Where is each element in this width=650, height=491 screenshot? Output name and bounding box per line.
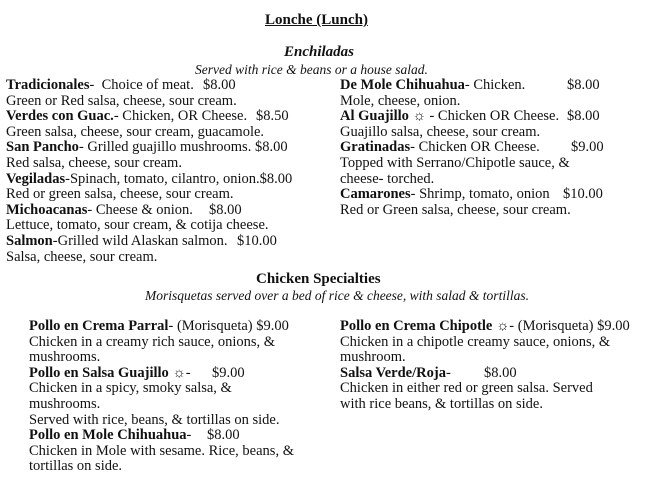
menu-item-text: Chicken OR Cheese.: [414, 139, 540, 156]
menu-item-desc: Chicken in Mole with sesame. Rice, beans, &: [29, 442, 294, 459]
menu-item-price: $10.00: [563, 186, 603, 203]
menu-item-price: $8.50: [256, 108, 289, 125]
menu-item-price: $8.00: [209, 201, 242, 218]
menu-item-name: Salsa Verde/Roja: [340, 364, 446, 381]
chicken-right-column: [340, 319, 645, 413]
separator: -: [410, 139, 415, 156]
menu-item-pollo-en-mole-chihuahua: [29, 428, 329, 444]
menu-item-name: Tradicionales: [6, 77, 90, 93]
menu-item-name: Al Guajillo: [340, 108, 409, 125]
menu-item-desc: tortillas on side.: [29, 458, 123, 475]
menu-item-text: Grilled guajillo mushrooms.: [83, 139, 252, 156]
menu-item-name: Camarones: [340, 186, 411, 203]
menu-item-name: De Mole Chihuahua: [340, 77, 465, 93]
menu-item-price: $10.00: [237, 232, 277, 249]
menu-item-salmon: [6, 234, 326, 250]
enchiladas-heading: Enchiladas: [284, 44, 355, 60]
menu-item-name: Michoacanas: [6, 201, 88, 218]
chicken-specialties-subtitle: Morisquetas served over a bed of rice & cheese, with salad & tortillas.: [145, 288, 529, 303]
menu-item-name: Pollo en Salsa Guajillo: [29, 364, 169, 381]
menu-item-desc: Green salsa, cheese, sour cream, guacamole.: [6, 123, 265, 140]
separator: -: [113, 108, 119, 125]
menu-item-desc: Green or Red salsa, cheese, sour cream.: [6, 92, 237, 109]
menu-item-name: Vegiladas: [6, 170, 66, 187]
separator: -: [509, 318, 515, 334]
menu-item-price: $8.00: [255, 139, 288, 156]
separator: -: [78, 139, 84, 156]
menu-item-text: Chicken.: [469, 77, 526, 93]
menu-item-desc: Salsa, cheese, sour cream.: [6, 248, 158, 265]
menu-item-desc: Topped with Serrano/Chipotle sauce, &: [340, 154, 570, 171]
menu-item-text: Cheese & onion.: [92, 201, 193, 218]
menu-item-desc: mushrooms.: [29, 349, 101, 366]
menu-item-desc: Served with rice, beans, & tortillas on side.: [29, 411, 280, 428]
menu-item-name: San Pancho: [6, 139, 79, 156]
menu-item-desc: cheese- torched.: [340, 170, 435, 187]
menu-item-text: (Morisqueta): [514, 318, 594, 334]
menu-item-name: Pollo en Crema Parral: [29, 318, 169, 334]
separator: -: [52, 232, 58, 249]
enchiladas-subtitle: Served with rice & beans or a house salad.: [195, 62, 428, 77]
spicy-sun-icon: ☼: [168, 364, 186, 381]
menu-item-pollo-en-crema-chipotle: [340, 319, 645, 335]
menu-item-price: $8.00: [207, 427, 240, 444]
menu-item-price: $8.00: [259, 170, 293, 187]
menu-item-name: Gratinadas: [340, 139, 411, 156]
menu-item-al-guajillo: [340, 109, 645, 125]
menu-item-text: Choice of meat.: [94, 77, 194, 93]
separator: -: [87, 201, 93, 218]
menu-item-text: Chicken OR Cheese.: [434, 108, 560, 125]
menu-item-desc: Mole, cheese, onion.: [340, 92, 461, 109]
menu-item-michoacanas: [6, 203, 326, 219]
menu-item-tradicionales: [6, 78, 326, 94]
menu-item-pollo-en-salsa-guajillo: [29, 366, 329, 382]
menu-item-text: Grilled wild Alaskan salmon.: [57, 232, 228, 249]
separator: -: [445, 364, 451, 381]
menu-item-desc: mushroom.: [340, 349, 406, 366]
menu-item-text: Spinach, tomato, cilantro, onion.: [69, 170, 260, 187]
menu-item-price: $8.00: [567, 77, 600, 93]
menu-item-desc: Chicken in a chipotle creamy sauce, onions, &: [340, 333, 611, 350]
separator: -: [89, 77, 95, 93]
menu-item-camarones: [340, 187, 645, 203]
menu-item-price: $8.00: [484, 364, 517, 381]
menu-item-desc: Red or Green salsa, cheese, sour cream.: [340, 201, 571, 218]
separator: -: [410, 186, 416, 203]
menu-item-san-pancho: [6, 140, 326, 156]
menu-item-vegiladas: [6, 172, 326, 188]
menu-item-desc: Chicken in a creamy rich sauce, onions, &: [29, 333, 276, 350]
menu-item-desc: Chicken in either red or green salsa. Served: [340, 380, 593, 397]
menu-item-price: $9.00: [256, 318, 289, 334]
separator: -: [186, 427, 192, 444]
page-title: Lonche (Lunch): [265, 12, 368, 28]
menu-item-desc: Red salsa, cheese, sour cream.: [6, 154, 182, 171]
separator: -: [425, 108, 435, 125]
menu-item-name: Verdes con Guac.: [6, 108, 114, 125]
menu-item-desc: Chicken in a spicy, smoky salsa, &: [29, 380, 232, 397]
menu-item-desc: Lettuce, tomato, sour cream, & cotija cheese.: [6, 217, 269, 234]
menu-item-verdes-con-guac: [6, 109, 326, 125]
menu-item-price: $8.00: [203, 77, 236, 93]
menu-item-name: Salmon: [6, 232, 53, 249]
enchiladas-left-column: [6, 78, 326, 265]
spicy-sun-icon: ☼: [492, 318, 510, 334]
separator: -: [168, 318, 174, 334]
menu-item-de-mole-chihuahua: [340, 78, 645, 94]
menu-item-salsa-verde-roja: [340, 366, 645, 382]
menu-item-desc: with rice beans, & tortillas on side.: [340, 395, 543, 412]
menu-item-desc: Red or green salsa, cheese, sour cream.: [6, 186, 234, 203]
chicken-specialties-heading: Chicken Specialties: [256, 271, 381, 287]
menu-item-name: Pollo en Mole Chihuahua: [29, 427, 187, 444]
chicken-left-column: [29, 319, 329, 475]
menu-item-pollo-en-crema-parral: [29, 319, 329, 335]
menu-item-name: Pollo en Crema Chipotle: [340, 318, 493, 334]
menu-item-price: $9.00: [597, 318, 630, 334]
separator: -: [185, 364, 191, 381]
menu-item-text: (Morisqueta): [173, 318, 253, 334]
menu-item-desc: mushrooms.: [29, 395, 101, 412]
spicy-sun-icon: ☼: [408, 108, 426, 125]
menu-item-gratinadas: [340, 140, 645, 156]
menu-item-text: Shrimp, tomato, onion: [415, 186, 550, 203]
menu-item-desc: Guajillo salsa, cheese, sour cream.: [340, 123, 541, 140]
separator: -: [464, 77, 470, 93]
menu-item-price: $9.00: [571, 139, 604, 156]
enchiladas-right-column: [340, 78, 645, 218]
separator: -: [65, 170, 70, 187]
menu-item-price: $9.00: [212, 364, 245, 381]
menu-item-text: Chicken, OR Cheese.: [118, 108, 248, 125]
menu-item-price: $8.00: [567, 108, 600, 125]
